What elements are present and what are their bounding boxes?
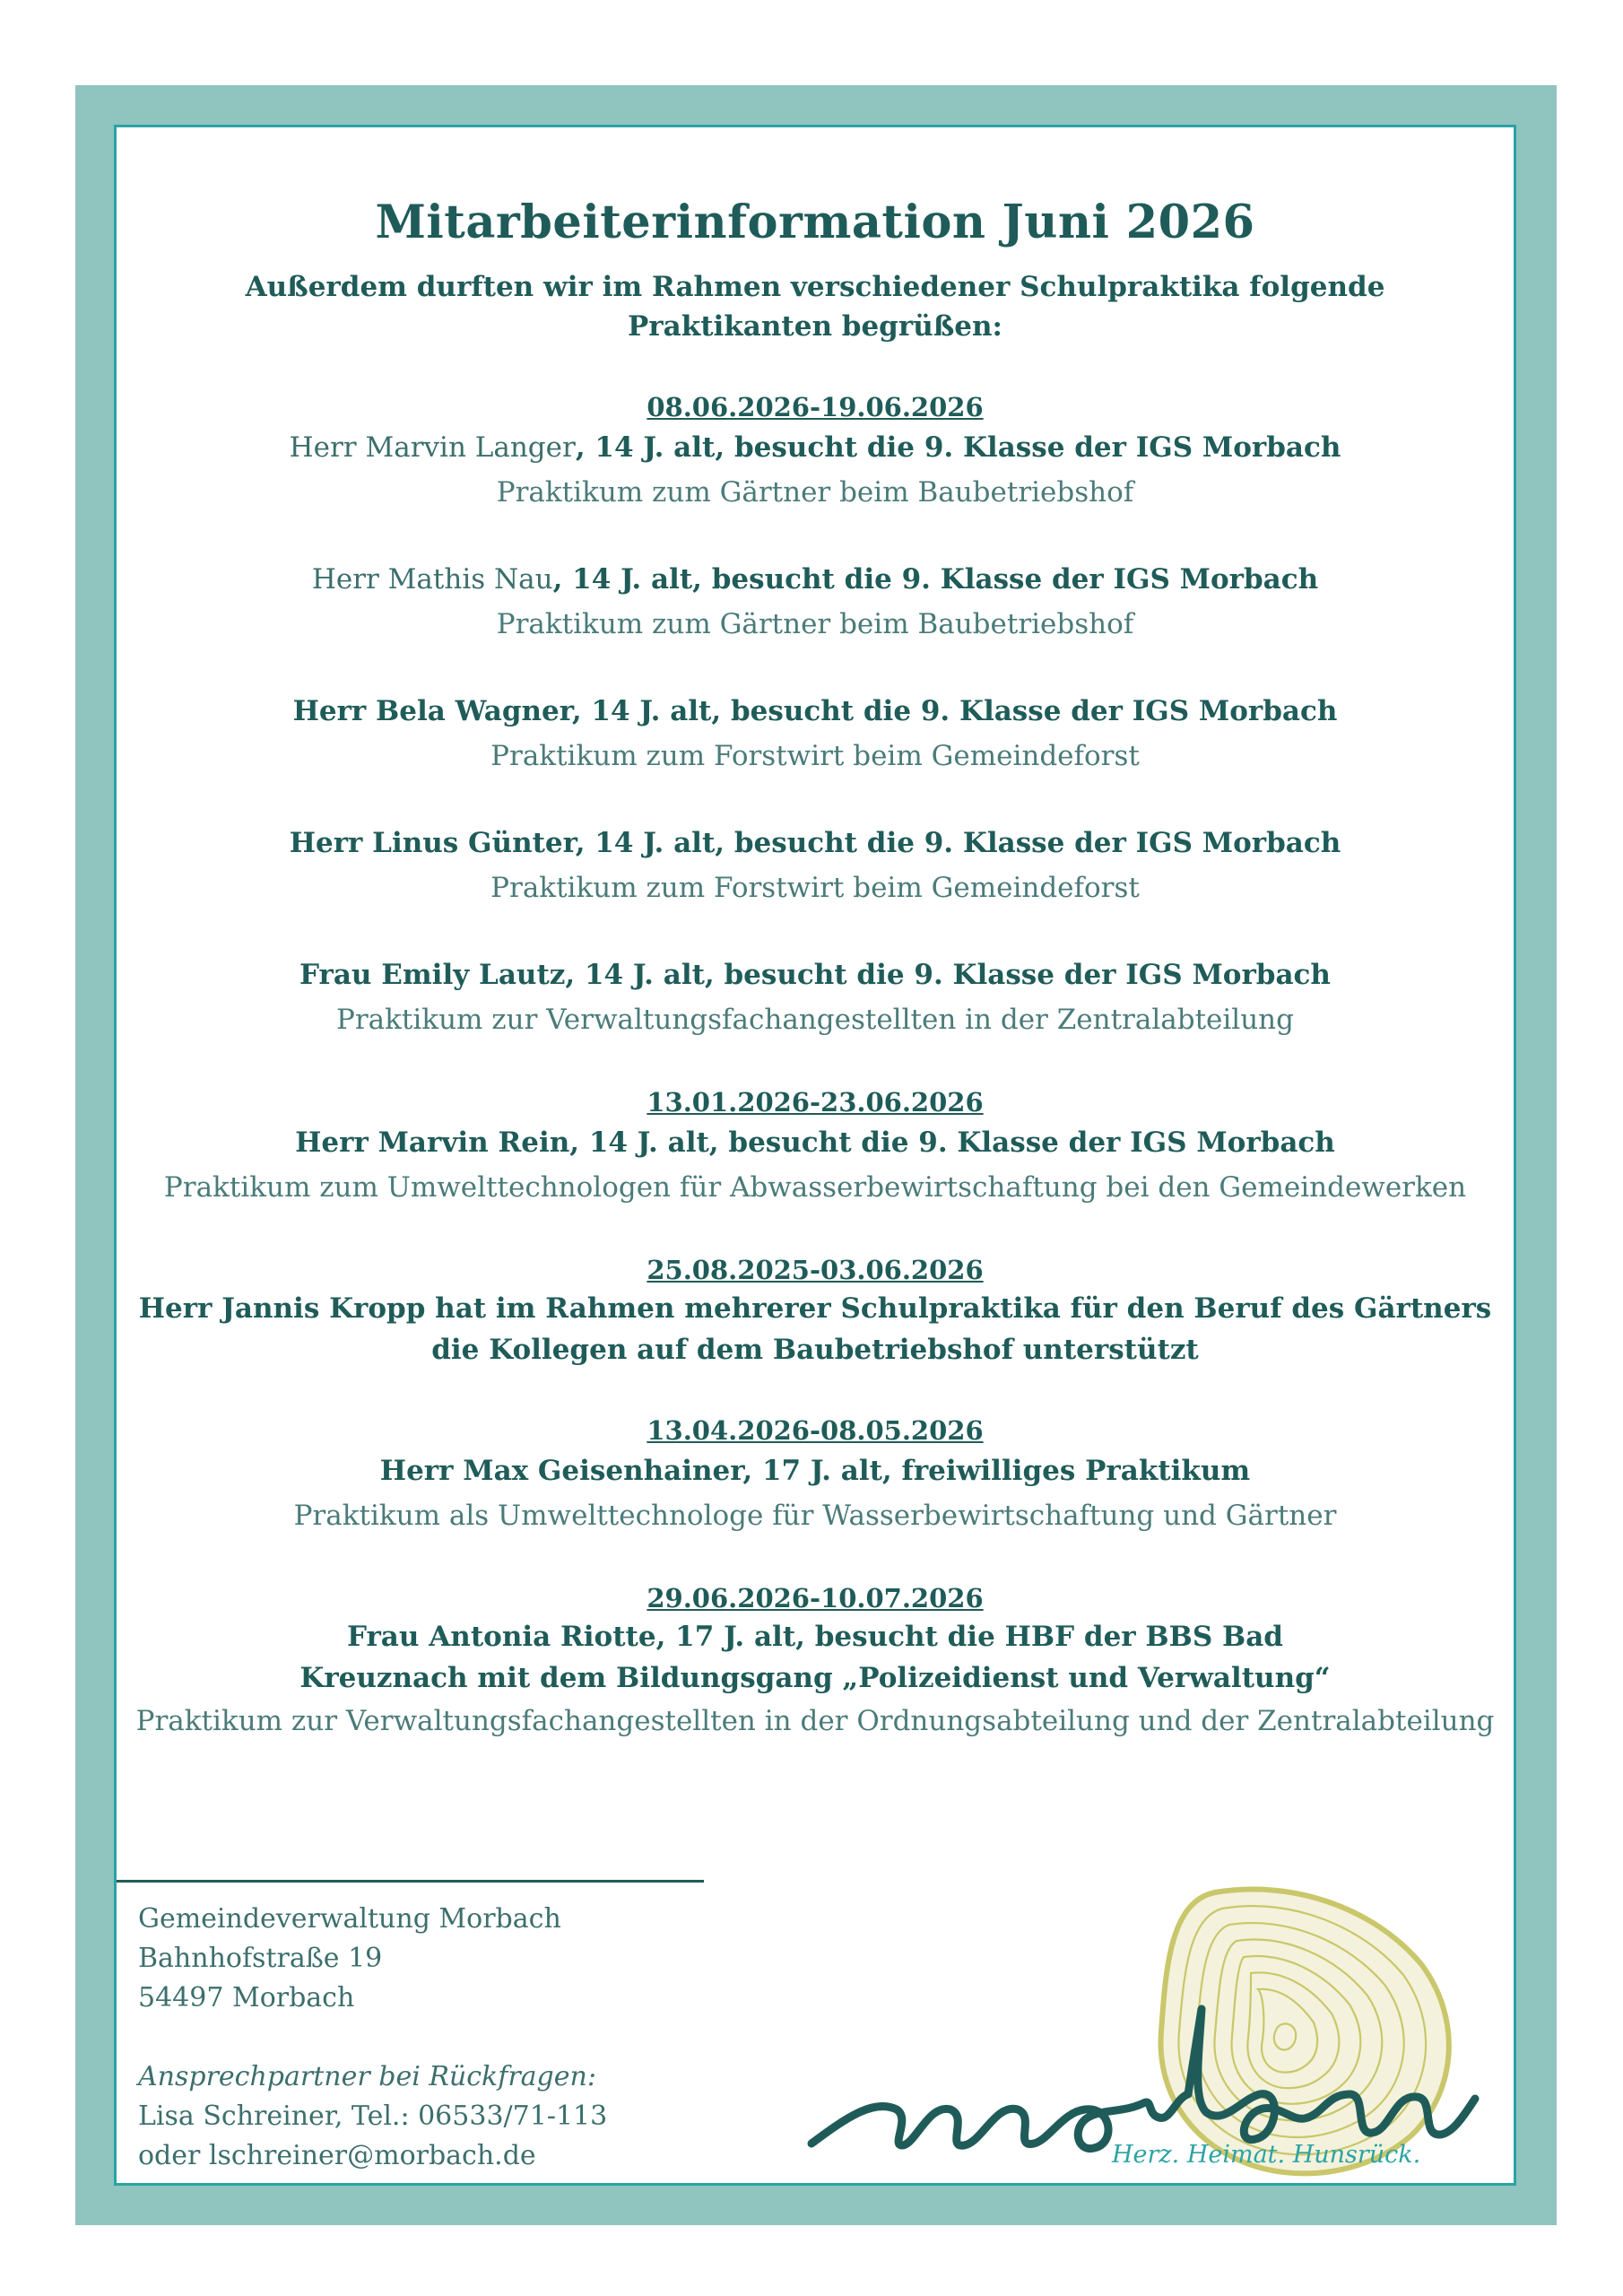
section-1 [117,389,1514,515]
intern-desc: Praktikum zum Gärtner beim Baubetriebshof [496,476,1134,509]
morbach-logo [794,1874,1493,2179]
intern-line [117,557,1514,602]
section-date: 13.01.2026-23.06.2026 [647,1087,984,1118]
intern-desc: Praktikum zum Forstwirt beim Gemeindeforst [490,740,1140,772]
section-3 [117,1252,1514,1370]
intern-line [117,425,1514,470]
section-5 [117,1580,1514,1744]
footer-divider [117,1880,704,1883]
section-4 [117,1413,1514,1538]
intern-info: , 14 J. alt, besucht die 9. Klasse der IGS Morbach [575,431,1341,464]
intern-line: Herr Bela Wagner, 14 J. alt, besucht die 9. Klasse der IGS Morbach [292,695,1338,727]
intern-desc: Praktikum zum Gärtner beim Baubetriebshof [496,608,1134,640]
contact-mail[interactable]: oder lschreiner@morbach.de [138,2140,536,2171]
logo-tagline: Herz. Heimat. Hunsrück. [1112,2141,1421,2169]
intern-desc: Praktikum zum Forstwirt beim Gemeindeforst [490,872,1140,904]
entry [117,952,1514,1042]
intern-name: Herr Mathis Nau [311,563,553,596]
contact-label: Ansprechpartner bei Rückfragen: [138,2061,596,2092]
intern-line: Herr Jannis Kropp hat im Rahmen mehrerer Schulpraktika für den Beruf des Gärtners die Kollegen auf dem Baubetriebshof unterstützt [138,1292,1492,1366]
footer-city: 54497 Morbach [138,1982,355,2013]
contact-name: Lisa Schreiner, Tel.: 06533/71-113 [138,2100,608,2132]
page-title: Mitarbeiterinformation Juni 2026 [375,196,1255,249]
footer-org: Gemeindeverwaltung Morbach [138,1903,561,1935]
document-body [117,127,1514,1744]
intern-line: Herr Marvin Rein, 14 J. alt, besucht die 9. Klasse der IGS Morbach [295,1126,1335,1159]
section-date: 08.06.2026-19.06.2026 [647,392,984,422]
intern-desc: Praktikum zur Verwaltungsfachangestellten in der Zentralabteilung [335,1004,1294,1036]
footer-address [138,1900,607,2176]
section-date: 13.04.2026-08.05.2026 [647,1415,984,1446]
intro-text: Außerdem durften wir im Rahmen verschiedener Schulpraktika folgende Praktikanten begrüßen: [245,271,1385,343]
intern-line: Herr Linus Günter, 14 J. alt, besucht die 9. Klasse der IGS Morbach [289,827,1341,859]
intern-line: Herr Max Geisenhainer, 17 J. alt, freiwilliges Praktikum [379,1455,1251,1487]
intern-line: Frau Emily Lautz, 14 J. alt, besucht die 9. Klasse der IGS Morbach [299,959,1331,991]
section-date: 29.06.2026-10.07.2026 [647,1583,984,1613]
intern-name: Herr Marvin Langer [289,431,576,464]
entry [117,689,1514,778]
section-2 [117,1084,1514,1210]
entry [117,557,1514,647]
entry [117,821,1514,910]
intern-line: Frau Antonia Riotte, 17 J. alt, besucht die HBF der BBS Bad Kreuznach mit dem Bildungsgang „Polizeidienst und Verwaltung“ [299,1621,1331,1694]
section-date: 25.08.2025-03.06.2026 [647,1255,984,1285]
footer-street: Bahnhofstraße 19 [138,1943,383,1974]
intern-desc: Praktikum zur Verwaltungsfachangestellten in der Ordnungsabteilung und der Zentralabteilung [135,1705,1495,1737]
intern-desc: Praktikum als Umwelttechnologe für Wasserbewirtschaftung und Gärtner [293,1500,1337,1532]
intern-info: , 14 J. alt, besucht die 9. Klasse der IGS Morbach [552,563,1319,596]
intern-desc: Praktikum zum Umwelttechnologen für Abwasserbewirtschaftung bei den Gemeindewerken [163,1171,1467,1204]
